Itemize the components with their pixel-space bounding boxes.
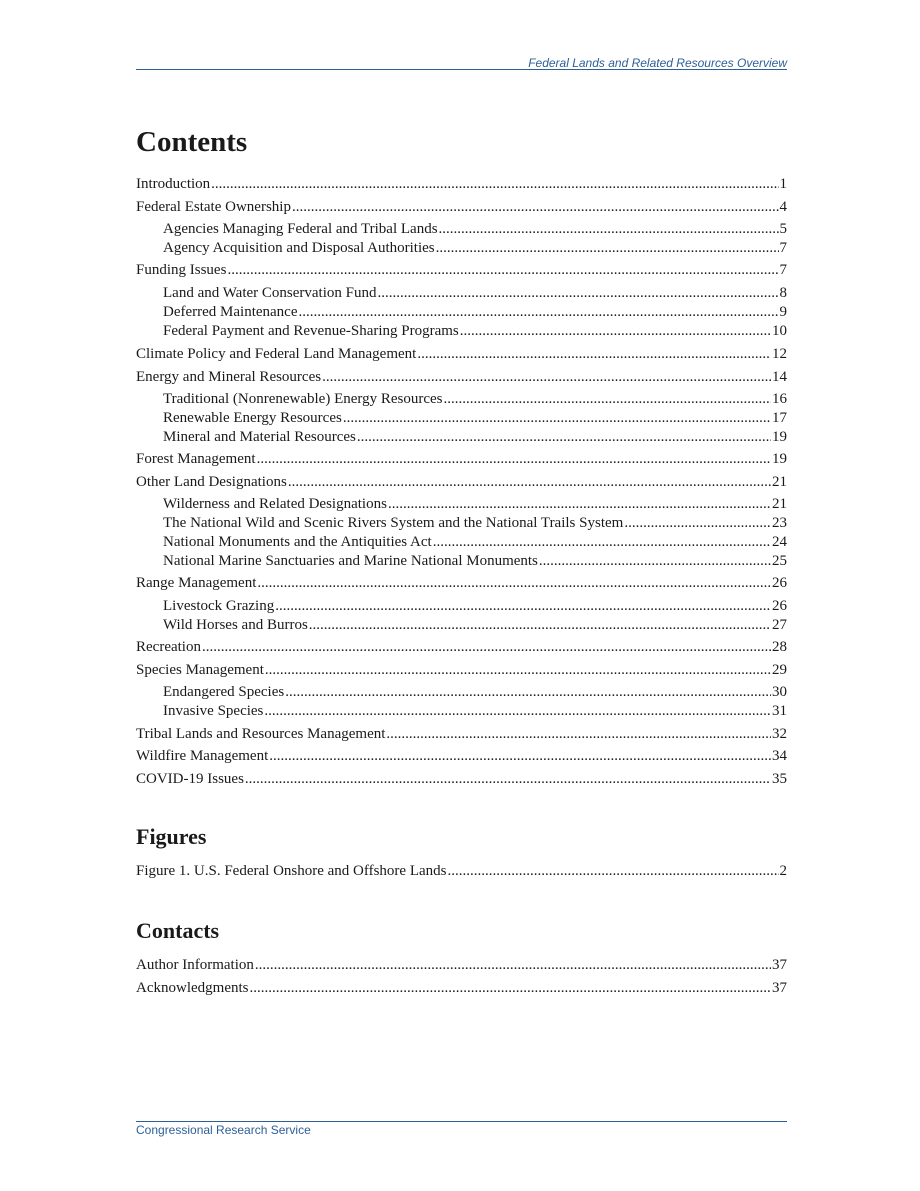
page-number: 7: [779, 262, 787, 278]
toc-entry-introduction[interactable]: Introduction ..... 1: [136, 174, 787, 194]
toc-entry-agency-acquisition[interactable]: Agency Acquisition and Disposal Authorities ..... 7: [163, 238, 787, 258]
page-number: 34: [772, 748, 787, 764]
toc-entry-author-information[interactable]: Author Information ..... 37: [136, 955, 787, 975]
page-number: 26: [772, 598, 787, 614]
page-number: 29: [772, 662, 787, 678]
page-number: 37: [772, 980, 787, 996]
footer-org: Congressional Research Service: [136, 1123, 311, 1137]
page-number: 4: [779, 199, 787, 215]
page-number: 9: [779, 304, 787, 320]
page-number: 28: [772, 639, 787, 655]
toc-entry-lwcf[interactable]: Land and Water Conservation Fund ..... 8: [163, 283, 787, 303]
toc-entry-wildfire-management[interactable]: Wildfire Management ..... 34: [136, 746, 787, 766]
page-number: 10: [772, 323, 787, 339]
contacts-heading: Contacts: [136, 918, 220, 943]
page-number: 21: [772, 474, 787, 490]
toc-entry-invasive-species[interactable]: Invasive Species ..... 31: [163, 701, 787, 721]
page-number: 19: [772, 451, 787, 467]
toc-entry-wilderness[interactable]: Wilderness and Related Designations ..... 21: [163, 494, 787, 514]
toc-entry-wild-horses[interactable]: Wild Horses and Burros ..... 27: [163, 615, 787, 635]
footer-divider: [136, 1121, 787, 1122]
page-number: 17: [772, 410, 787, 426]
toc-entry-marine-sanctuaries[interactable]: National Marine Sanctuaries and Marine National Monuments ..... 25: [163, 551, 787, 571]
toc-entry-federal-estate-ownership[interactable]: Federal Estate Ownership ..... 4: [136, 197, 787, 217]
page-number: 1: [779, 176, 787, 192]
page-number: 8: [779, 285, 787, 301]
page-number: 19: [772, 429, 787, 445]
header-title: Federal Lands and Related Resources Overview: [528, 56, 787, 70]
toc-entry-renewable-energy[interactable]: Renewable Energy Resources ..... 17: [163, 408, 787, 428]
toc-entry-deferred-maintenance[interactable]: Deferred Maintenance ..... 9: [163, 302, 787, 322]
toc-entry-endangered-species[interactable]: Endangered Species ..... 30: [163, 682, 787, 702]
page-number: 2: [779, 863, 787, 879]
toc-entry-species-management[interactable]: Species Management ..... 29: [136, 660, 787, 680]
figures-heading: Figures: [136, 824, 207, 849]
page-number: 14: [772, 369, 787, 385]
toc-entry-funding-issues[interactable]: Funding Issues ..... 7: [136, 260, 787, 280]
toc-entry-recreation[interactable]: Recreation ..... 28: [136, 637, 787, 657]
page-number: 12: [772, 346, 787, 362]
page-number: 26: [772, 575, 787, 591]
page-number: 27: [772, 617, 787, 633]
toc-entry-tribal-lands[interactable]: Tribal Lands and Resources Management ..... 32: [136, 724, 787, 744]
toc-entry-other-land-designations[interactable]: Other Land Designations ..... 21: [136, 472, 787, 492]
page-number: 16: [772, 391, 787, 407]
toc-entry-energy-mineral[interactable]: Energy and Mineral Resources ..... 14: [136, 367, 787, 387]
running-header: [136, 54, 787, 70]
toc-entry-range-management[interactable]: Range Management ..... 26: [136, 573, 787, 593]
toc-entry-traditional-energy[interactable]: Traditional (Nonrenewable) Energy Resources ..... 16: [163, 389, 787, 409]
page-number: 31: [772, 703, 787, 719]
page-number: 7: [779, 240, 787, 256]
page-number: 25: [772, 553, 787, 569]
contents-heading: Contents: [136, 126, 248, 158]
toc-entry-federal-payment[interactable]: Federal Payment and Revenue-Sharing Programs ..... 10: [163, 321, 787, 341]
page-number: 35: [772, 771, 787, 787]
toc-entry-livestock-grazing[interactable]: Livestock Grazing ..... 26: [163, 596, 787, 616]
toc-entry-agencies-managing[interactable]: Agencies Managing Federal and Tribal Lands ..... 5: [163, 219, 787, 239]
toc-entry-figure-1[interactable]: Figure 1. U.S. Federal Onshore and Offshore Lands ..... 2: [136, 861, 787, 881]
toc-entry-forest-management[interactable]: Forest Management ..... 19: [136, 449, 787, 469]
toc-entry-mineral-material[interactable]: Mineral and Material Resources ..... 19: [163, 427, 787, 447]
page-number: 24: [772, 534, 787, 550]
toc-entry-climate-policy[interactable]: Climate Policy and Federal Land Management ..... 12: [136, 344, 787, 364]
page-number: 21: [772, 496, 787, 512]
toc-entry-acknowledgments[interactable]: Acknowledgments ..... 37: [136, 978, 787, 998]
page-number: 23: [772, 515, 787, 531]
page-number: 37: [772, 957, 787, 973]
page-number: 30: [772, 684, 787, 700]
page-number: 32: [772, 726, 787, 742]
toc-entry-national-monuments[interactable]: National Monuments and the Antiquities Act ..... 24: [163, 532, 787, 552]
page-number: 5: [779, 221, 787, 237]
toc-entry-wild-scenic-rivers[interactable]: The National Wild and Scenic Rivers System and the National Trails System ..... 23: [163, 513, 787, 533]
toc-entry-covid-19[interactable]: COVID-19 Issues ..... 35: [136, 769, 787, 789]
